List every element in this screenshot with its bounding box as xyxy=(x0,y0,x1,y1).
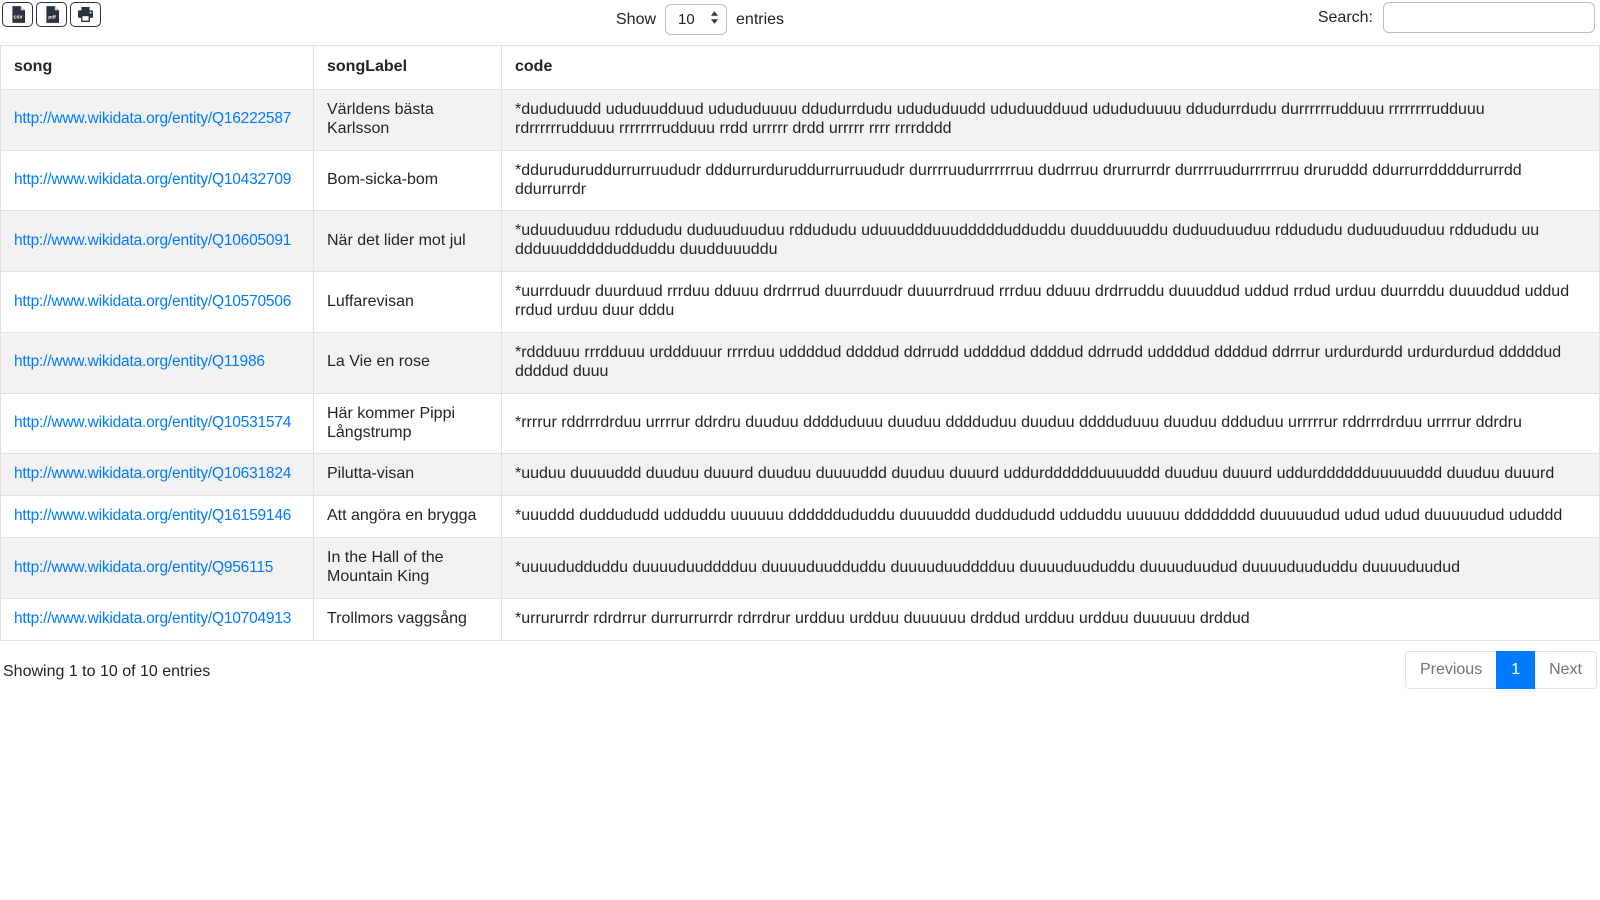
song-label-cell: Världens bästa Karlsson xyxy=(314,89,502,150)
results-table xyxy=(0,45,1600,641)
column-header-songlabel[interactable]: songLabel xyxy=(314,46,502,90)
song-entity-link[interactable]: http://www.wikidata.org/entity/Q10432709 xyxy=(14,171,292,189)
song-url-cell xyxy=(1,496,314,538)
code-cell: *uuuddd duddududd udduddu uuuuuu ddddddududdu duuuuddd duddududd udduddu uuuuuu dddddddd duuuuudud udud udud duuuuudud ududdd xyxy=(502,496,1600,538)
next-page-button[interactable]: Next xyxy=(1534,651,1597,689)
table-row xyxy=(1,332,1600,393)
svg-text:pdf: pdf xyxy=(47,15,56,21)
code-cell: *urrururrdr rdrdrrur durrurrurrdr rdrrdrur urdduu urdduu duuuuuu drddud urdduu urdduu duuuuuu drddud xyxy=(502,598,1600,640)
table-row xyxy=(1,150,1600,211)
export-pdf-button[interactable] xyxy=(36,2,67,27)
song-entity-link[interactable]: http://www.wikidata.org/entity/Q10605091 xyxy=(14,231,292,249)
pagination xyxy=(1405,651,1597,689)
code-cell: *uuuududduddu duuuuduudddduu duuuuduudduddu duuuuduudddduu duuuuduududdu duuuuduudud duuuuduududdu duuuuduudud xyxy=(502,538,1600,599)
page-length-control xyxy=(616,4,784,35)
header-row xyxy=(1,46,1600,90)
code-cell: *rrrrur rddrrrdrduu urrrrur ddrdru duuduu dddduduuu duuduu dddduduu duuduu dddduduuu duuduu ddduduu urrrrrur rddrrrdrduu urrrrur ddrdru xyxy=(502,393,1600,454)
previous-page-button[interactable]: Previous xyxy=(1405,651,1497,689)
song-label-cell: Här kommer Pippi Långstrump xyxy=(314,393,502,454)
code-cell: *uurrduudr duurduud rrrduu dduuu drdrrrud duurrduudr duuurrdruud rrrduu dduuu drdrruddu duuuddud uddud rrdud urduu duurrddu duuuddud uddud rrdud urduu duur dddu xyxy=(502,272,1600,333)
length-label-prefix: Show xyxy=(616,10,657,28)
song-label-cell: In the Hall of the Mountain King xyxy=(314,538,502,599)
song-entity-link[interactable]: http://www.wikidata.org/entity/Q10704913 xyxy=(14,609,292,627)
song-url-cell xyxy=(1,211,314,272)
code-cell: *dududuudd ududuudduud udududuuuu ddudurrdudu udududuudd ududuudduud udududuuuu ddudurrdudu durrrrrrudduuu rrrrrrrrudduuu rdrrrrrrudduuu rrrrrrrrudduuu rrdd urrrrr drdd urrrrr rrrr rrrrdddd xyxy=(502,89,1600,150)
song-url-cell xyxy=(1,272,314,333)
code-cell: *uuduu duuuuddd duuduu duuurd duuduu duuuuddd duuduu duuurd uddurdddddduuuuddd duuduu duuurd uddurdddddduuuuuddd duuduu duuurd xyxy=(502,454,1600,496)
export-csv-button[interactable] xyxy=(2,2,33,27)
export-button-group xyxy=(2,2,101,27)
page-length-value: 10 xyxy=(678,11,695,28)
table-row xyxy=(1,538,1600,599)
svg-text:csv: csv xyxy=(13,14,22,21)
table-toolbar xyxy=(0,0,1600,45)
table-row xyxy=(1,89,1600,150)
table-row xyxy=(1,454,1600,496)
printer-icon xyxy=(77,7,94,22)
song-entity-link[interactable]: http://www.wikidata.org/entity/Q956115 xyxy=(14,558,274,576)
column-header-code[interactable]: code xyxy=(502,46,1600,90)
song-label-cell: Pilutta-visan xyxy=(314,454,502,496)
page-length-select[interactable] xyxy=(665,4,727,35)
table-row xyxy=(1,211,1600,272)
table-footer xyxy=(0,651,1600,697)
code-cell: *uduuduuduu rddududu duduuduuduu rddududu uduuuddduuudddddudduddu duudduuuddu duduuduuduu rddududu duduuduuduu rddududu uu ddduuudddddudduddu duudduuuddu xyxy=(502,211,1600,272)
song-entity-link[interactable]: http://www.wikidata.org/entity/Q16222587 xyxy=(14,110,292,128)
song-entity-link[interactable]: http://www.wikidata.org/entity/Q16159146 xyxy=(14,507,292,525)
csv-file-icon xyxy=(11,6,25,23)
page-number-button[interactable]: 1 xyxy=(1496,651,1535,689)
song-entity-link[interactable]: http://www.wikidata.org/entity/Q11986 xyxy=(14,353,265,371)
song-url-cell xyxy=(1,393,314,454)
code-cell: *dduruduruddurrurruududr dddurrurduruddurrurruududr durrrruudurrrrrruu dudrrruu drurrurrdr durrrruudurrrrrruu druruddd ddurrurrddddurrurrdd ddurrurrdr xyxy=(502,150,1600,211)
song-entity-link[interactable]: http://www.wikidata.org/entity/Q10631824 xyxy=(14,465,292,483)
song-url-cell xyxy=(1,150,314,211)
table-body xyxy=(1,89,1600,640)
song-label-cell: När det lider mot jul xyxy=(314,211,502,272)
search-input[interactable] xyxy=(1383,2,1595,33)
table-row xyxy=(1,598,1600,640)
table-row xyxy=(1,272,1600,333)
song-url-cell xyxy=(1,538,314,599)
song-entity-link[interactable]: http://www.wikidata.org/entity/Q10570506 xyxy=(14,292,292,310)
table-row xyxy=(1,496,1600,538)
song-url-cell xyxy=(1,598,314,640)
code-cell: *rddduuu rrrdduuu urddduuur rrrrduu uddddud ddddud ddrrudd uddddud ddddud ddrrudd uddddud ddddud ddrrrur urdurdurdd urdurdurdud dddddud ddddud duuu xyxy=(502,332,1600,393)
song-label-cell: Luffarevisan xyxy=(314,272,502,333)
table-row xyxy=(1,393,1600,454)
search-control xyxy=(1318,2,1595,33)
entries-info: Showing 1 to 10 of 10 entries xyxy=(3,662,211,680)
length-label-suffix: entries xyxy=(736,10,785,28)
pdf-file-icon xyxy=(45,6,59,23)
song-url-cell xyxy=(1,332,314,393)
column-header-song[interactable]: song xyxy=(1,46,314,90)
select-arrows-icon xyxy=(710,11,719,29)
song-label-cell: Att angöra en brygga xyxy=(314,496,502,538)
song-label-cell: La Vie en rose xyxy=(314,332,502,393)
song-entity-link[interactable]: http://www.wikidata.org/entity/Q10531574 xyxy=(14,414,292,432)
song-label-cell: Bom-sicka-bom xyxy=(314,150,502,211)
search-label: Search: xyxy=(1317,8,1373,26)
song-url-cell xyxy=(1,454,314,496)
song-label-cell: Trollmors vaggsång xyxy=(314,598,502,640)
print-button[interactable] xyxy=(70,2,101,27)
song-url-cell xyxy=(1,89,314,150)
